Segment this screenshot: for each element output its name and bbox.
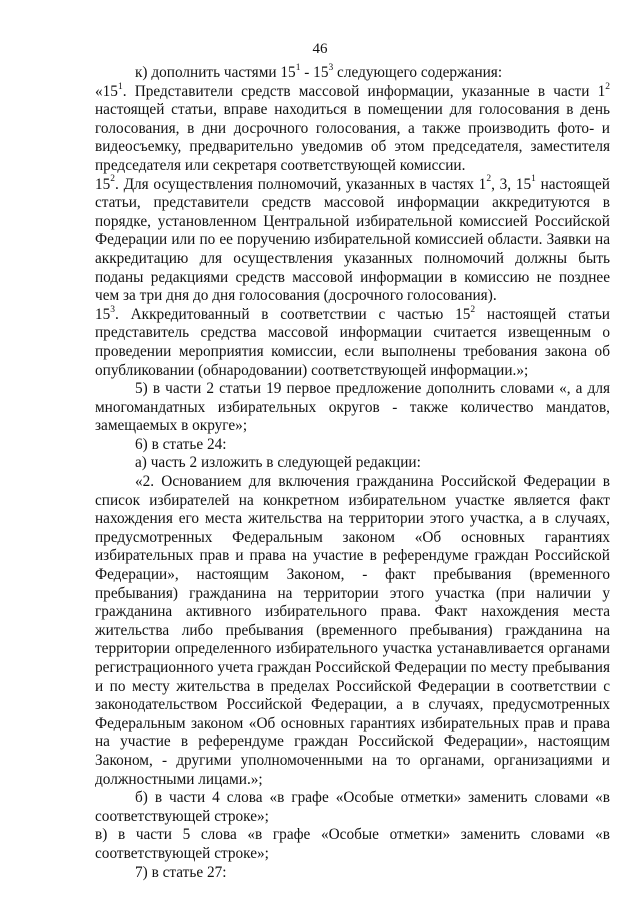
document-body	[95, 64, 610, 882]
paragraph-15-1: «$15^1$. Представители средств массовой информации, указанные в части $1^2$ настоящей статьи, вправе находиться в помещении для голосования в день голосования, в дни досрочного голосования, а также производить фото- и видеосъемку, предварительно уведомив об этом председателя, заместителя председателя или секретаря соответствующей комиссии.	[95, 81, 610, 174]
page-number: 46	[312, 41, 328, 57]
paragraph-k: к) дополнить частями $15^1 - 15^3$ следующего содержания:	[135, 62, 503, 81]
paragraph-item-7: 7) в статье 27:	[135, 863, 227, 881]
paragraph-15-2: $15^2$. Для осуществления полномочий, указанных в частях $1^2$, 3, $15^1$ настоящей статьи, представители средств массовой информации аккредитуются в порядке, установленном Центральной избирательной комиссией Российской Федерации или по ее поручению избирательной комиссией области. Заявки на аккредитацию для осуществления указанных полномочий должны быть поданы редакциями средств массовой информации в комиссию не позднее чем за три дня до дня голосования (досрочного голосования).	[95, 174, 610, 305]
paragraph-item-6b: б) в части 4 слова «в графе «Особые отметки» заменить словами «в соответствующей строке»;	[95, 789, 610, 825]
paragraph-item-6a: а) часть 2 изложить в следующей редакции:	[135, 454, 421, 472]
paragraph-item-5: 5) в части 2 статьи 19 первое предложение дополнить словами «, а для многомандатных избирательных округов - также количество мандатов, замещаемых в округе»;	[95, 380, 610, 435]
paragraph-item-6v: в) в части 5 слова «в графе «Особые отметки» заменить словами «в соответствующей строке»;	[95, 826, 610, 862]
paragraph-15-3: $15^3$. Аккредитованный в соответствии с частью $15^2$ настоящей статьи представитель средства массовой информации считается извещенным о проведении мероприятия комиссии, если выполнены требования закона об опубликовании (обнародовании) соответствующей информации.»;	[95, 304, 610, 379]
paragraph-part-2: «2. Основанием для включения гражданина Российской Федерации в список избирателей на конкретном избирательном участке является факт нахождения его места жительства на территории этого участка, а в случаях, предусмотренных Федеральным законом «Об основных гарантиях избирательных прав и права на участие в референдуме граждан Российской Федерации», настоящим Законом, - факт пребывания (временного пребывания) гражданина на территории этого участка (при наличии у гражданина активного избирательного права. Факт нахождения места жительства либо пребывания (временного пребывания) гражданина на территории определенного избирательного участка устанавливается органами регистрационного учета граждан Российской Федерации по месту пребывания и по месту жительства в пределах Российской Федерации в соответствии с законодательством Российской Федерации, а в случаях, предусмотренных Федеральным законом «Об основных гарантиях избирательных прав и права на участие в референдуме граждан Российской Федерации», настоящим Законом, - другими уполномоченными на то органами, организациями и должностными лицами.»;	[95, 473, 610, 788]
paragraph-item-6: 6) в статье 24:	[135, 435, 227, 453]
